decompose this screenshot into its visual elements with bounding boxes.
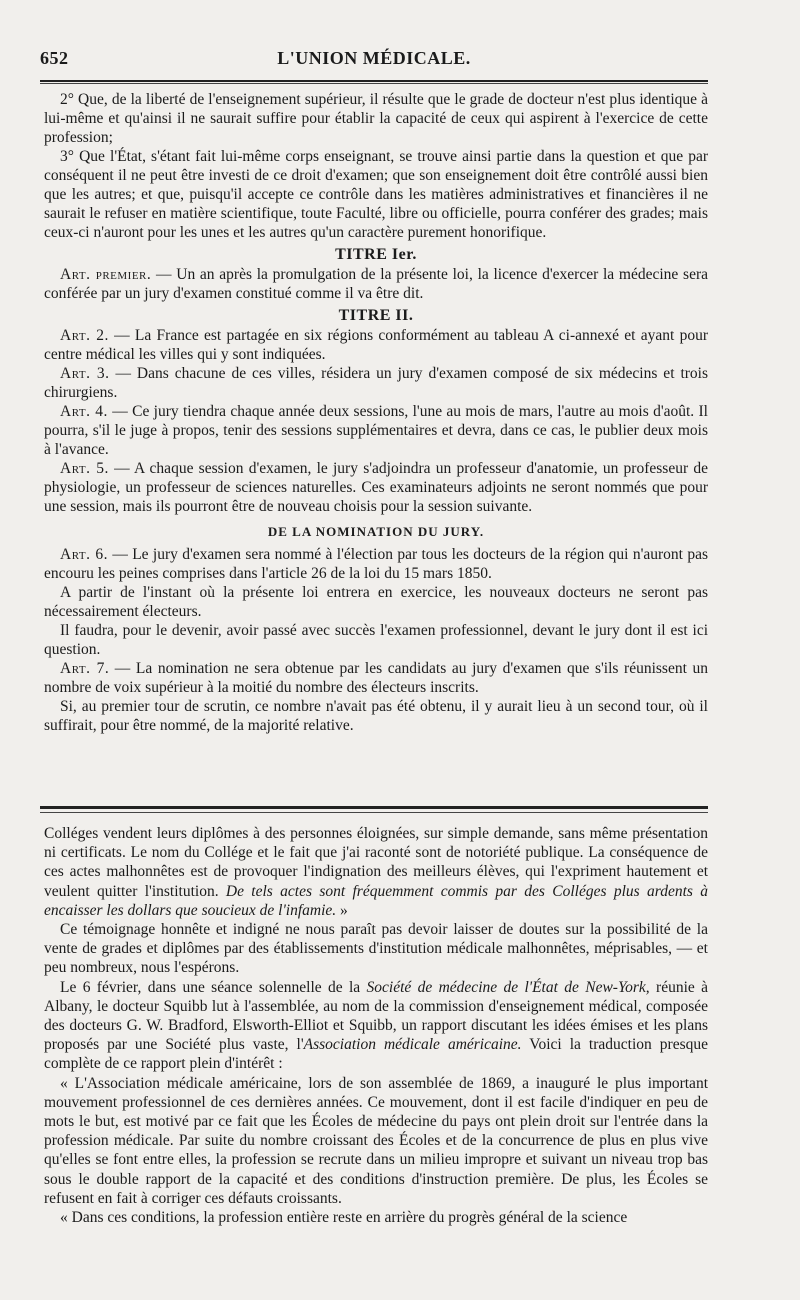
paragraph-association-quote: « L'Association médicale américaine, lors de son assemblée de 1869, a inauguré le plus important mouvement professionnel de ces dernières années. Ce mouvement, dont il est facile d'indiquer en peu de mots le but, est motivé par ce fait que les Écoles de médecine du pays ont plein droit sur l'entrée dans la profession médicale. Par suite du nombre croissant des Écoles et de la concurrence de plus en plus vive qu'elles se font entre elles, la profession se recrute dans un milieu impropre et suivant un niveau trop bas sous le double rapport de la capacité et des conditions d'instruction première. De plus, les Écoles se refusent en fait à corriger ces défauts croissants. xyxy=(44,1074,708,1207)
titre-1-heading: TITRE Ier. xyxy=(335,246,417,263)
text-run: » xyxy=(336,901,348,919)
paragraph-colleges xyxy=(44,824,708,920)
section-separator-thick xyxy=(40,806,708,809)
article-label: Art. 7. xyxy=(60,660,110,677)
section-subheading: DE LA NOMINATION DU JURY. xyxy=(267,524,485,539)
article-2 xyxy=(44,326,708,364)
titre-2-heading: TITRE II. xyxy=(338,307,414,324)
law-proposal-text xyxy=(44,90,708,735)
article-label: Art. premier. xyxy=(60,266,152,283)
article-text: — La nomination ne sera obtenue par les candidats au jury d'examen que s'ils réunissent un nombre de voix supérieur à la moitié du nombre des électeurs inscrits. xyxy=(44,660,708,696)
paragraph-point-3: 3° Que l'État, s'étant fait lui-même corps enseignant, se trouve ainsi partie dans la question et que par conséquent il ne peut être investi de ce droit d'examen; que son enseignement doit être contrôlé aussi bien que les autres; et que, puisqu'il accepte ce contrôle dans les matières administratives et financières il ne saurait le refuser en matière scientifique, toute Faculté, libre ou officielle, pourra conférer des grades; mais ceux-ci n'auront pour les unes et les autres qu'un caractère purement honorifique. xyxy=(44,148,708,241)
article-4 xyxy=(44,402,708,459)
section-separator-thin xyxy=(40,812,708,813)
article-7 xyxy=(44,659,708,697)
article-text: — Le jury d'examen sera nommé à l'élection par tous les docteurs de la région qui n'auront pas encouru les peines comprises dans l'article 26 de la loi du 15 mars 1850. xyxy=(44,546,709,582)
text-run: Voici la traduction presque complète de ce rapport plein d'intérêt : xyxy=(44,1036,708,1073)
paragraph-6-fevrier xyxy=(44,978,708,1074)
article-label: Art. 2. xyxy=(60,327,109,344)
article-text: — Un an après la promulgation de la présente loi, la licence d'exercer la médecine sera conférée par un jury d'examen constitué comme il va être dit. xyxy=(44,266,708,302)
paragraph-conditions: « Dans ces conditions, la profession entière reste en arrière du progrès général de la science xyxy=(60,1209,628,1227)
article-premier xyxy=(44,265,708,303)
paragraph-point-2: 2° Que, de la liberté de l'enseignement supérieur, il résulte que le grade de docteur n'est plus identique à lui-même et qu'ainsi il ne saurait suffire pour établir la capacité de ceux qui aspirent à l'exercice de cette profession; xyxy=(44,91,708,146)
article-label: Art. 3. xyxy=(60,365,110,382)
italic-text-run: De tels actes sont fréquemment commis par des Colléges plus ardents à encaisser les dollars que soucieux de l'infamie. xyxy=(44,882,708,919)
paragraph-second-tour: Si, au premier tour de scrutin, ce nombre n'avait pas été obtenu, il y aurait lieu à un second tour, où il suffirait, pour être nommé, de la majorité relative. xyxy=(44,698,708,734)
article-3 xyxy=(44,364,708,402)
paragraph-temoignage: Ce témoignage honnête et indigné ne nous paraît pas devoir laisser de doutes sur la possibilité de la vente de grades et diplômes par des établissements d'institution médicale malhonnêtes, méprisables, — et peu nombreux, nous l'espérons. xyxy=(44,921,708,977)
article-text: — Ce jury tiendra chaque année deux sessions, l'une au mois de mars, l'autre au mois d'août. Il pourra, s'il le juge à propos, tenir des sessions supplémentaires et devra, dans ce cas, le publier deux mois à l'avance. xyxy=(44,403,708,458)
article-label: Art. 5. xyxy=(60,460,109,477)
article-text: — A chaque session d'examen, le jury s'adjoindra un professeur d'anatomie, un professeur de physiologie, un professeur de sciences naturelles. Ces examinateurs adjoints ne seront nommés que pour une session, mais ils pourront être de nouveau choisis pour la session suivante. xyxy=(44,460,708,515)
running-header xyxy=(40,44,708,78)
article-label: Art. 6. xyxy=(60,546,108,563)
header-rule xyxy=(40,80,708,82)
text-run: Colléges vendent leurs diplômes à des personnes éloignées, sur simple demande, sans même présentation ni certificats. Le nom du Collége et le fait que j'ai raconté sont de notoriété publique. La conséquence de ces actes malhonnêtes est de provoquer l'indignation des meilleurs élèves, qui l'expriment hautement et veulent quitter l'institution. xyxy=(44,825,708,900)
italic-text-run: Société de médecine de l'État de New-York, xyxy=(366,978,650,996)
feuilleton-text xyxy=(44,824,708,1227)
article-label: Art. 4. xyxy=(60,403,108,420)
paragraph-il-faudra: Il faudra, pour le devenir, avoir passé avec succès l'examen professionnel, devant le jury dont il est ici question. xyxy=(44,622,708,658)
italic-text-run: Association médicale américaine. xyxy=(303,1036,522,1054)
text-run: Le 6 février, dans une séance solennelle de la xyxy=(60,978,367,996)
journal-title: L'UNION MÉDICALE. xyxy=(277,48,471,68)
page-number: 652 xyxy=(40,48,69,68)
paragraph-a-partir: A partir de l'instant où la présente loi entrera en exercice, les nouveaux docteurs ne seront pas nécessairement électeurs. xyxy=(44,584,708,620)
article-text: — Dans chacune de ces villes, résidera un jury d'examen composé de six médecins et trois chirurgiens. xyxy=(44,365,708,401)
text-run: réunie à Albany, le docteur Squibb lut à l'assemblée, au nom de la commission d'enseignement médical, composée des docteurs G. W. Bradford, Elsworth-Elliot et Squibb, un rapport discutant les idées émises et les plans proposés par une Société plus vaste, l' xyxy=(44,978,708,1054)
article-text: — La France est partagée en six régions conformément au tableau A ci-annexé et ayant pour centre médical les villes qui y sont indiquées. xyxy=(44,327,709,363)
article-5 xyxy=(44,459,708,516)
header-rule-thin xyxy=(40,83,708,84)
article-6 xyxy=(44,545,708,583)
